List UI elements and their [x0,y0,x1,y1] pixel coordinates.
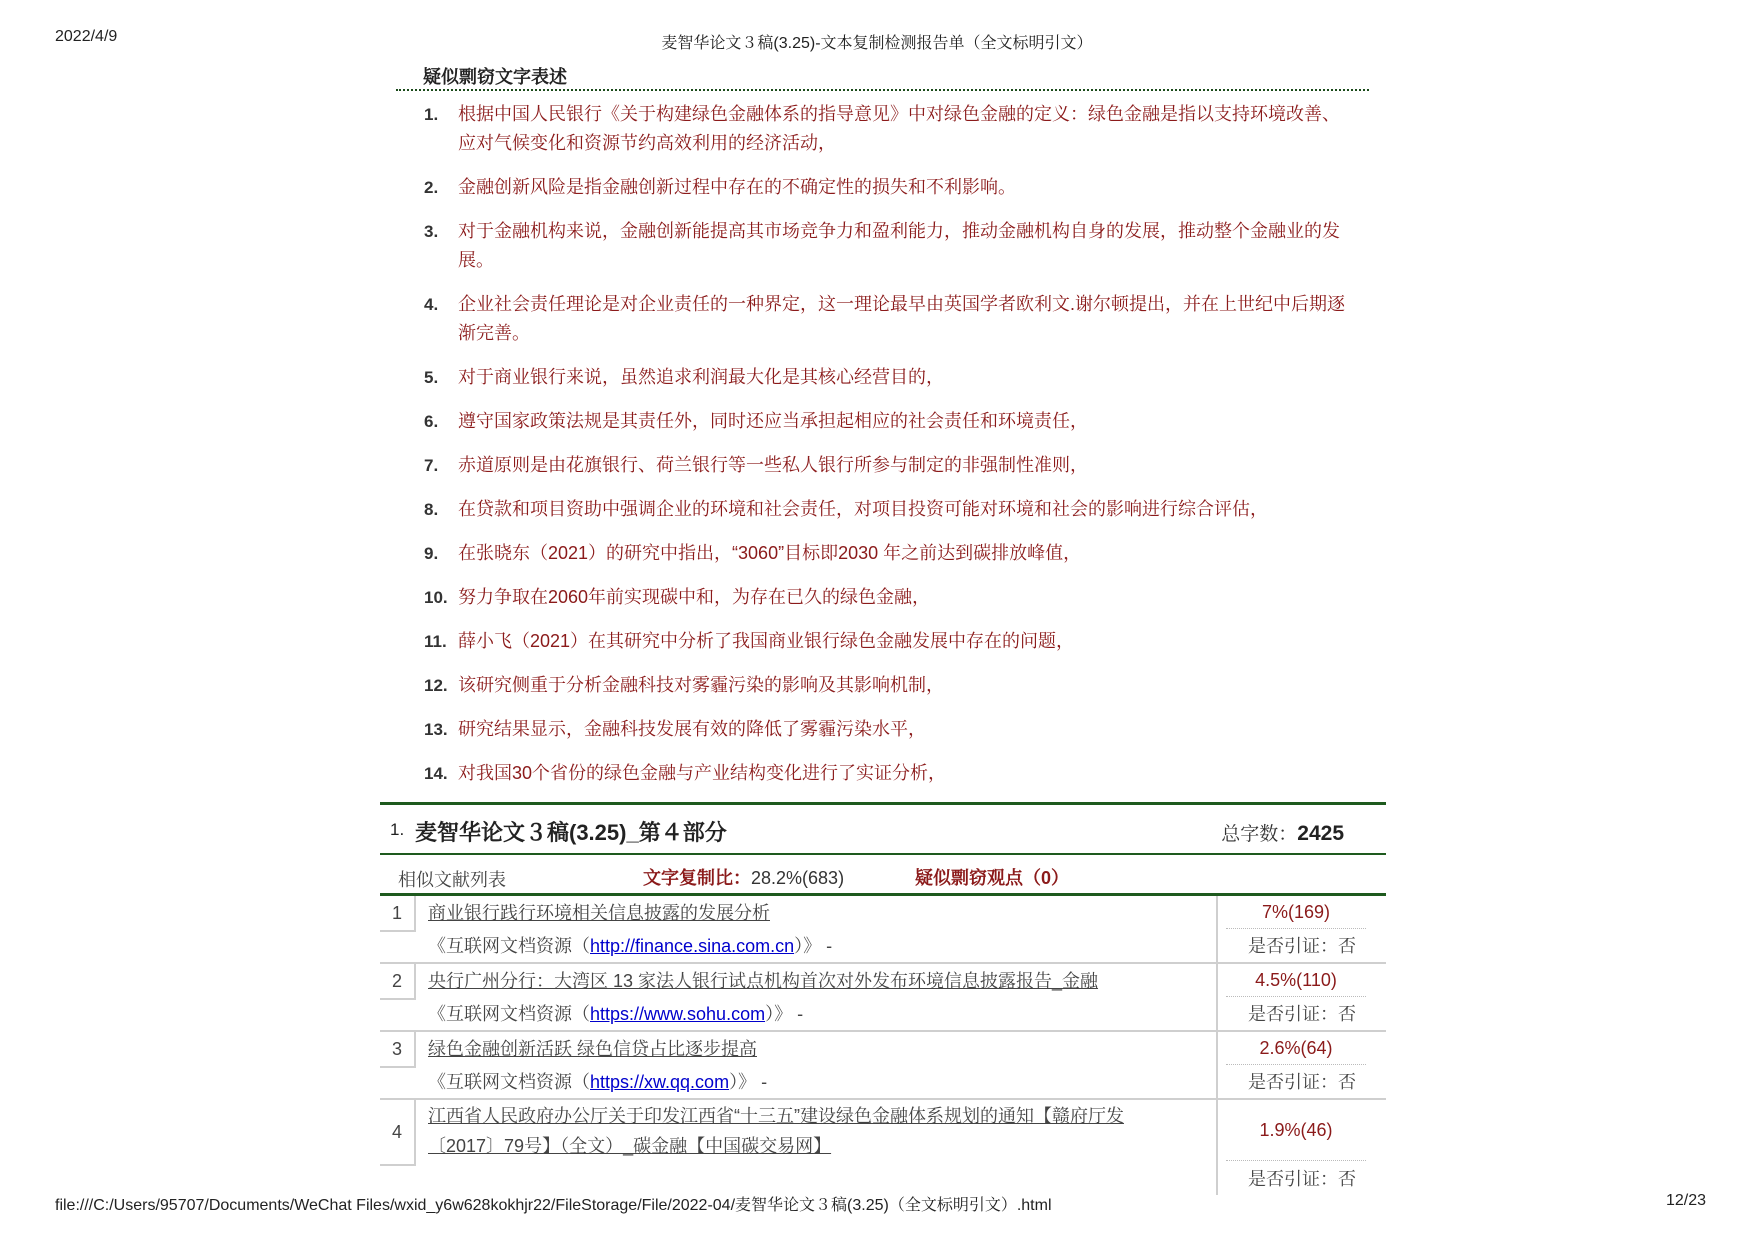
source-title-link[interactable]: 江西省人民政府办公厅关于印发江西省“十三五”建设绿色金融体系规划的通知【赣府厅发〔2017〕79号】（全文）_碳金融【中国碳交易网】 [428,1106,1124,1156]
item-number: 2. [424,178,439,197]
source-index: 1 [380,896,416,932]
list-item [396,759,1356,788]
source-title-link[interactable]: 绿色金融创新活跃 绿色信贷占比逐步提高 [428,1039,757,1059]
copy-ratio-value: 28.2%(683) [751,868,845,888]
item-text: 研究结果显示，金融科技发展有效的降低了雾霾污染水平， [458,719,926,739]
item-number: 9. [424,544,439,563]
item-text: 对我国30个省份的绿色金融与产业结构变化进行了实证分析， [458,763,947,783]
item-number: 1. [424,105,439,124]
source-title-link[interactable]: 商业银行践行环境相关信息披露的发展分析 [428,903,770,923]
word-count-label: 总字数： [1221,824,1298,845]
item-text: 金融创新风险是指金融创新过程中存在的不确定性的损失和不利影响。 [458,177,1016,197]
item-text: 该研究侧重于分析金融科技对雾霾污染的影响及其影响机制， [458,675,944,695]
source-row [380,1032,1386,1100]
source-index: 2 [380,964,416,1000]
source-url-link[interactable]: https://www.sohu.com [590,1004,766,1024]
item-number: 4. [424,295,439,314]
item-text: 企业社会责任理论是对企业责任的一种界定，这一理论最早由英国学者欧利文.谢尔顿提出，并在上世纪中后期逐渐完善。 [458,294,1345,343]
item-number: 11. [424,632,447,651]
print-page-number: 12/23 [1665,1192,1706,1209]
list-item [396,495,1356,524]
part-stats [380,855,1386,896]
citation-status: 是否引证：否 [1248,1004,1356,1024]
item-number: 3. [424,222,439,241]
origin-prefix: 《互联网文档资源（ [428,1004,590,1024]
list-item [396,173,1356,202]
list-item [396,290,1356,348]
print-title: 麦智华论文３稿(3.25)-文本复制检测报告单（全文标明引文） [661,35,1093,52]
print-date: 2022/4/9 [55,28,118,45]
list-item [396,539,1356,568]
source-metrics [1216,964,1386,1030]
source-metrics [1216,1100,1386,1195]
citation-status: 是否引证：否 [1248,1169,1356,1189]
part-header [380,805,1386,855]
item-number: 7. [424,456,439,475]
origin-prefix: 《互联网文档资源（ [428,1072,590,1092]
item-number: 6. [424,412,439,431]
item-number: 8. [424,500,439,519]
source-index: 3 [380,1032,416,1068]
list-item [396,363,1356,392]
part-report [380,802,1386,1195]
plagiarism-list [396,100,1356,803]
source-percentage: 2.6%(64) [1226,1032,1366,1065]
source-index: 4 [380,1100,416,1166]
item-number: 13. [424,720,448,739]
print-file-path: file:///C:/Users/95707/Documents/WeChat Files/wxid_y6w628kokhjr22/FileStorage/File/2022-04/麦智华论文３稿(3.25)（全文标明引文）.html [55,1197,1052,1214]
list-item [396,217,1356,275]
list-item [396,715,1356,744]
item-number: 5. [424,368,439,387]
part-title: 麦智华论文３稿(3.25)_第４部分 [415,820,727,845]
word-count-value: 2425 [1297,822,1344,845]
source-url-link[interactable]: http://finance.sina.com.cn [590,936,795,956]
list-item [396,671,1356,700]
item-text: 赤道原则是由花旗银行、荷兰银行等一些私人银行所参与制定的非强制性准则， [458,455,1088,475]
source-percentage: 4.5%(110) [1226,964,1366,997]
source-percentage: 1.9%(46) [1226,1100,1366,1161]
copy-ratio [643,864,844,890]
source-title-link[interactable]: 央行广州分行：大湾区 13 家法人银行试点机构首次对外发布环境信息披露报告_金融 [428,971,1099,991]
source-metrics [1216,1032,1386,1098]
origin-suffix: ）》 - [765,1004,804,1024]
item-text: 对于金融机构来说，金融创新能提高其市场竞争力和盈利能力，推动金融机构自身的发展，推动整个金融业的发展。 [458,221,1340,270]
source-row [380,1100,1386,1195]
source-url-link[interactable]: https://xw.qq.com [590,1072,730,1092]
item-number: 14. [424,764,448,783]
item-text: 根据中国人民银行《关于构建绿色金融体系的指导意见》中对绿色金融的定义：绿色金融是指以支持环境改善、应对气候变化和资源节约高效利用的经济活动， [458,104,1340,153]
part-number: 1. [390,820,405,839]
origin-suffix: ）》 - [794,936,833,956]
source-row [380,964,1386,1032]
citation-status: 是否引证：否 [1248,1072,1356,1092]
list-item [396,627,1356,656]
origin-suffix: ）》 - [729,1072,768,1092]
section-title: 疑似剽窃文字表述 [423,67,567,87]
suspect-views: 疑似剽窃观点（0） [915,868,1070,888]
item-number: 12. [424,676,448,695]
item-text: 薛小飞（2021）在其研究中分析了我国商业银行绿色金融发展中存在的问题， [458,631,1075,651]
copy-ratio-label: 文字复制比： [643,868,751,888]
citation-status: 是否引证：否 [1248,936,1356,956]
item-text: 对于商业银行来说，虽然追求利润最大化是其核心经营目的， [458,367,944,387]
origin-prefix: 《互联网文档资源（ [428,936,590,956]
word-count [1221,819,1344,846]
source-percentage: 7%(169) [1226,896,1366,929]
item-text: 在张晓东（2021）的研究中指出，“3060”目标即2030 年之前达到碳排放峰值， [458,543,1082,563]
source-metrics [1216,896,1386,962]
list-item [396,407,1356,436]
similar-list-label: 相似文献列表 [398,870,506,890]
item-text: 努力争取在2060年前实现碳中和，为存在已久的绿色金融， [458,587,931,607]
item-number: 10. [424,588,448,607]
list-item [396,583,1356,612]
section-divider [396,89,1369,91]
source-row [380,896,1386,964]
list-item [396,451,1356,480]
list-item [396,100,1356,158]
item-text: 在贷款和项目资助中强调企业的环境和社会责任，对项目投资可能对环境和社会的影响进行综合评估， [458,499,1268,519]
item-text: 遵守国家政策法规是其责任外，同时还应当承担起相应的社会责任和环境责任， [458,411,1088,431]
